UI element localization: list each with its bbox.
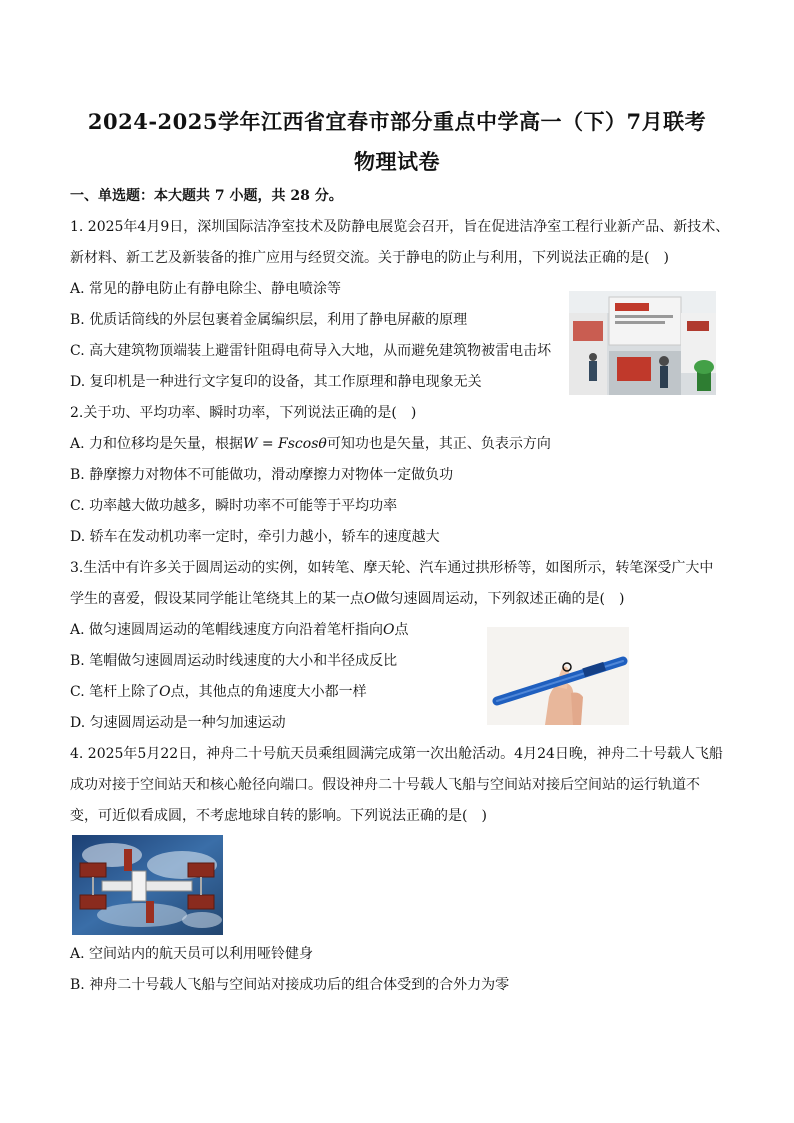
q1-option-c: C. 高大建筑物顶端装上避雷针阻碍电荷导入大地，从而避免建筑物被雷电击坏: [70, 343, 552, 359]
q4-option-a: A. 空间站内的航天员可以利用哑铃健身: [70, 946, 314, 962]
point-o-label: O: [383, 622, 395, 638]
q4-stem-line3: 变，可近似看成圆，不考虑地球自转的影响。下列说法正确的是( ): [70, 808, 487, 824]
q3-option-c-pre: C. 笔杆上除了: [70, 684, 160, 700]
q3-option-c: [70, 682, 367, 702]
q3-option-a-pre: A. 做匀速圆周运动的笔帽线速度方向沿着笔杆指向: [70, 622, 384, 638]
q2-option-b: B. 静摩擦力对物体不可能做功，滑动摩擦力对物体一定做负功: [70, 467, 454, 483]
q2-option-c: C. 功率越大做功越多，瞬时功率不可能等于平均功率: [70, 498, 398, 514]
q3-option-c-post: 点，其他点的角速度大小都一样: [170, 684, 367, 700]
q1-stem-line2: 新材料、新工艺及新装备的推广应用与经贸交流。关于静电的防止与利用，下列说法正确的是( ): [70, 250, 669, 266]
q3-option-b: B. 笔帽做匀速圆周运动时线速度的大小和半径成反比: [70, 653, 398, 669]
q4-stem-line2: 成功对接于空间站天和核心舱径向端口。假设神舟二十号载人飞船与空间站对接后空间站的运行轨道不: [70, 777, 700, 793]
q3-option-a: [70, 620, 409, 640]
q2-option-a: [70, 434, 551, 454]
q2-option-a-post: 可知功也是矢量，其正、负表示方向: [326, 436, 551, 452]
exam-title: 2024-2025学年江西省宜春市部分重点中学高一（下）7月联考: [87, 109, 707, 134]
q1-option-a: A. 常见的静电防止有静电除尘、静电喷涂等: [70, 281, 342, 297]
q3-stem-pre: 学生的喜爱，假设某同学能让笔绕其上的某一点: [70, 591, 364, 607]
point-o-label: O: [159, 684, 171, 700]
q3-option-a-post: 点: [394, 622, 409, 638]
q3-stem-post: 做匀速圆周运动，下列叙述正确的是( ): [375, 591, 625, 607]
q3-pen-spinning-photo: [487, 627, 629, 725]
q1-exhibition-photo: [569, 291, 716, 395]
q4-option-b: B. 神舟二十号载人飞船与空间站对接成功后的组合体受到的合外力为零: [70, 977, 510, 993]
q4-space-station-photo: [72, 835, 223, 935]
q3-stem-line1: 3.生活中有许多关于圆周运动的实例，如转笔、摩天轮、汽车通过拱形桥等，如图所示，转笔深受广大中: [70, 560, 714, 576]
q3-stem-line2: [70, 589, 624, 609]
work-formula: W = Fscosθ: [243, 436, 327, 452]
q1-stem-line1: 1. 2025年4月9日，深圳国际洁净室技术及防静电展览会召开，旨在促进洁净室工程行业新产品、新技术、: [70, 219, 730, 235]
q1-option-d: D. 复印机是一种进行文字复印的设备，其工作原理和静电现象无关: [70, 374, 482, 390]
exam-subtitle: 物理试卷: [354, 149, 440, 174]
q2-option-a-pre: A. 力和位移均是矢量，根据: [70, 436, 244, 452]
section-heading: 一、单选题：本大题共 7 小题，共 28 分。: [70, 188, 343, 204]
q2-stem: 2.关于功、平均功率、瞬时功率，下列说法正确的是( ): [70, 405, 417, 421]
q1-option-b: B. 优质话筒线的外层包裹着金属编织层，利用了静电屏蔽的原理: [70, 312, 468, 328]
q2-option-d: D. 轿车在发动机功率一定时，牵引力越小，轿车的速度越大: [70, 529, 440, 545]
q4-stem-line1: 4. 2025年5月22日，神舟二十号航天员乘组圆满完成第一次出舱活动。4月24日晚，神舟二十号载人飞船: [70, 746, 723, 762]
point-o-label: O: [364, 591, 376, 607]
q3-option-d: D. 匀速圆周运动是一种匀加速运动: [70, 715, 286, 731]
